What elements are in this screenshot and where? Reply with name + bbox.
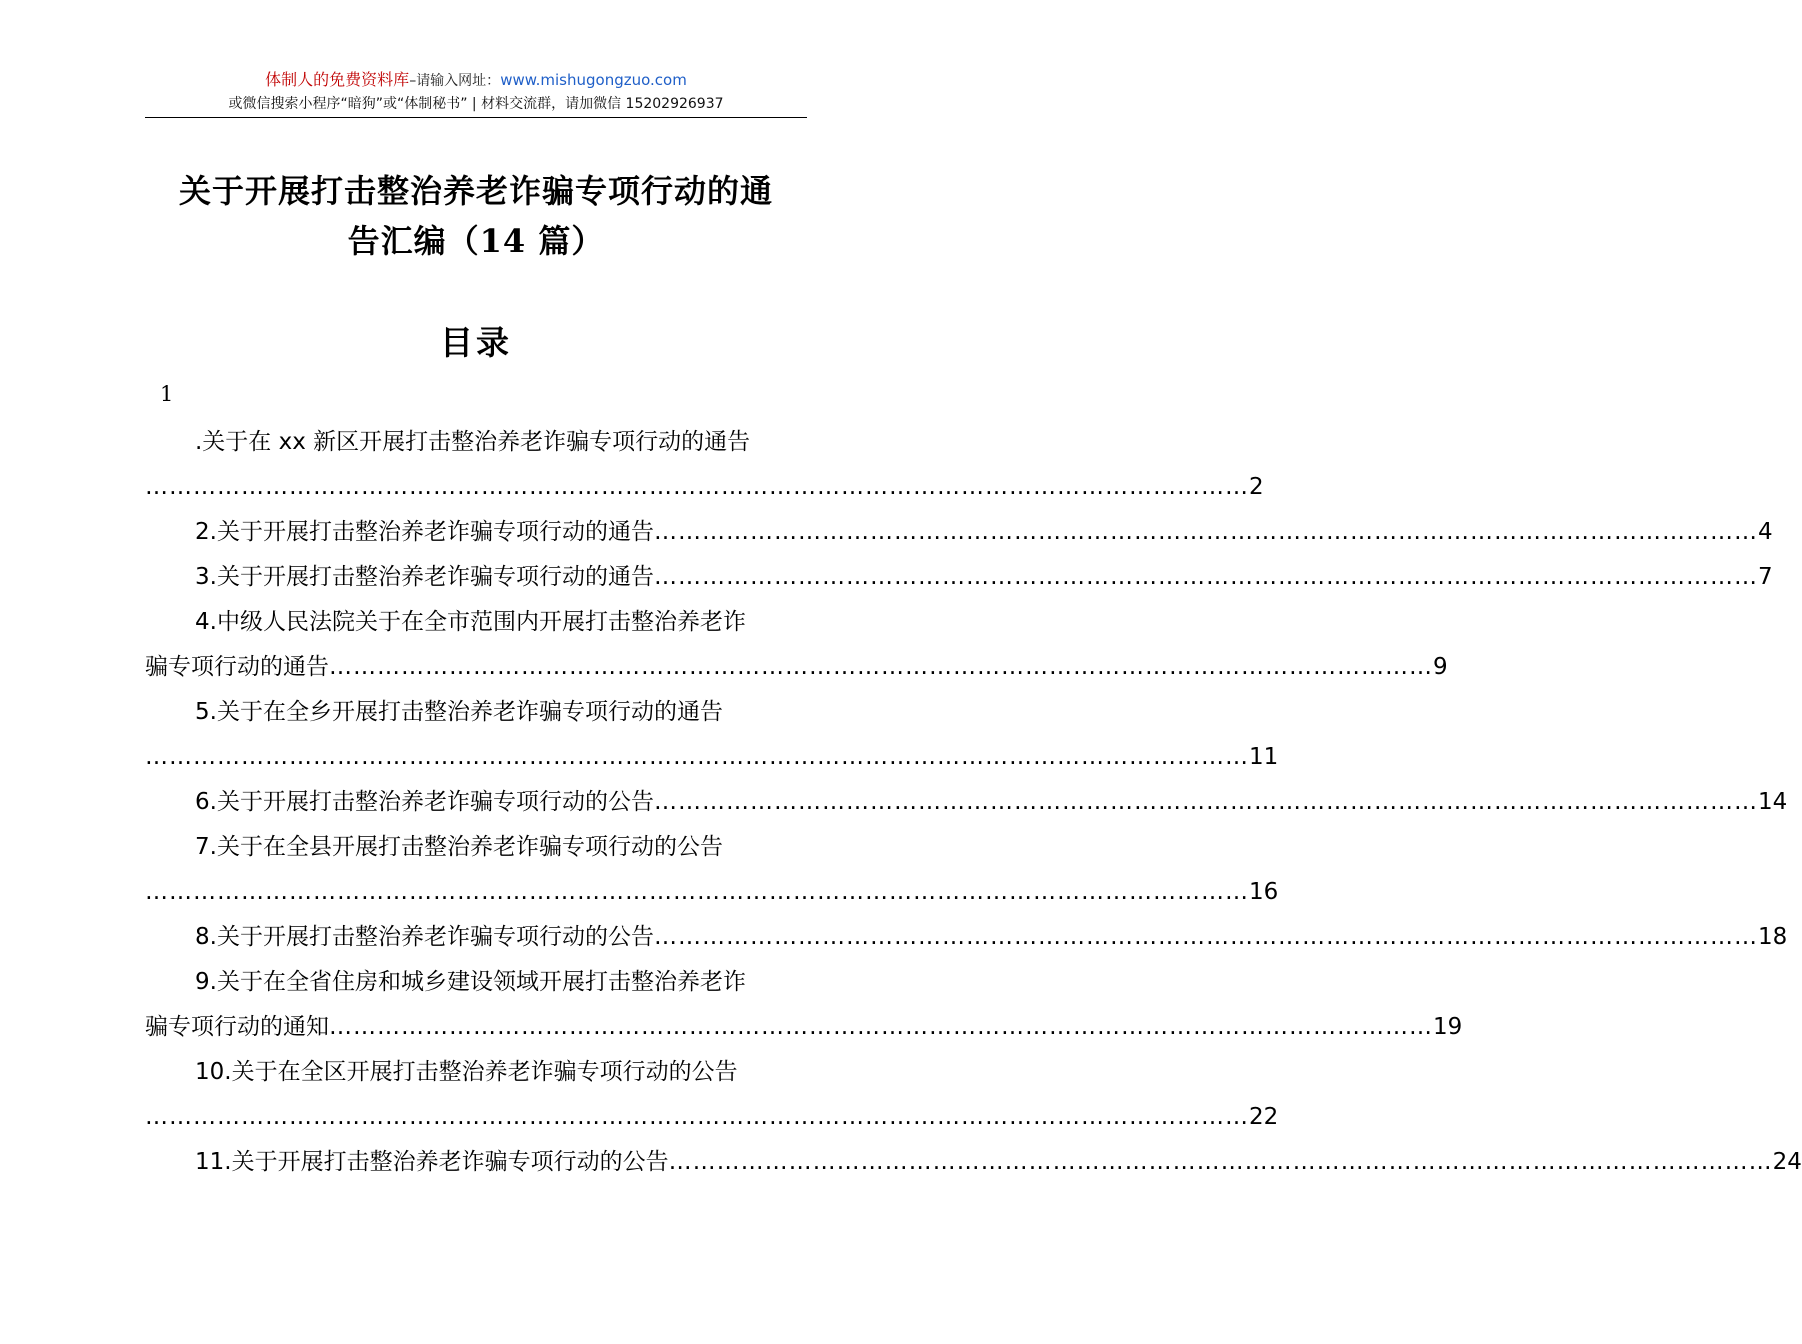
toc-page-number: 14 xyxy=(1757,789,1788,815)
toc-entry[interactable] xyxy=(145,420,1264,510)
toc-leader-dots: ………………………………………………………………………………………………………………………… xyxy=(145,744,1249,770)
toc-entry[interactable] xyxy=(145,1050,1279,1140)
toc-entry-title: 9.关于在全省住房和城乡建设领域开展打击整治养老诈 xyxy=(195,969,746,995)
header-line-1 xyxy=(145,68,807,93)
stray-number: 1 xyxy=(160,382,174,406)
toc-leader-dots: ………………………………………………………………………………………………………………………… xyxy=(329,1014,1433,1040)
toc-entry[interactable] xyxy=(145,510,1773,555)
toc-page-number: 2 xyxy=(1249,474,1264,500)
toc-entry-title-cont: 骗专项行动的通告 xyxy=(145,654,329,680)
toc-leader-dots: ………………………………………………………………………………………………………………………… xyxy=(653,519,1758,545)
toc-entry[interactable] xyxy=(145,825,1279,915)
toc-page-number: 16 xyxy=(1249,879,1279,905)
header-line-2: 或微信搜索小程序“暗狗”或“体制秘书” | 材料交流群，请加微信 15202926937 xyxy=(228,96,724,112)
toc-leader-dots: ………………………………………………………………………………………………………………………… xyxy=(653,924,1758,950)
toc-entry[interactable] xyxy=(145,915,1788,960)
toc-entry-title: 8.关于开展打击整治养老诈骗专项行动的公告 xyxy=(195,924,654,950)
toc-page-number: 19 xyxy=(1433,1014,1463,1040)
toc-page-number: 11 xyxy=(1249,744,1279,770)
toc-leader-dots: ………………………………………………………………………………………………………………………… xyxy=(668,1149,1773,1175)
header-prompt: –请输入网址： xyxy=(409,73,501,89)
toc-entry-title: 10.关于在全区开展打击整治养老诈骗专项行动的公告 xyxy=(195,1059,738,1085)
toc-page-number: 24 xyxy=(1772,1149,1802,1175)
toc-entry[interactable] xyxy=(145,1140,1802,1185)
toc-entry-title: 7.关于在全县开展打击整治养老诈骗专项行动的公告 xyxy=(195,834,723,860)
header-brand: 体制人的免费资料库 xyxy=(265,70,410,89)
toc-entry-title-cont: 骗专项行动的通知 xyxy=(145,1014,329,1040)
toc-entry[interactable] xyxy=(145,780,1788,825)
toc-page-number: 18 xyxy=(1757,924,1788,950)
page-header xyxy=(145,68,807,115)
toc-page-number: 7 xyxy=(1757,564,1773,590)
toc-leader-dots: ………………………………………………………………………………………………………………………… xyxy=(329,654,1433,680)
title-line-2: 告汇编（14 篇） xyxy=(347,222,605,260)
table-of-contents xyxy=(145,420,1802,1185)
toc-entry-title: 3.关于开展打击整治养老诈骗专项行动的通告 xyxy=(195,564,654,590)
toc-entry[interactable] xyxy=(145,600,1448,690)
toc-entry-title: 6.关于开展打击整治养老诈骗专项行动的公告 xyxy=(195,789,654,815)
toc-leader-dots: ………………………………………………………………………………………………………………………… xyxy=(145,879,1249,905)
toc-page-number: 4 xyxy=(1757,519,1773,545)
toc-page-number: 9 xyxy=(1433,654,1448,680)
title-line-1: 关于开展打击整治养老诈骗专项行动的通 xyxy=(178,172,773,210)
toc-entry[interactable] xyxy=(145,960,1463,1050)
document-title xyxy=(145,166,807,266)
toc-entry-title: 5.关于在全乡开展打击整治养老诈骗专项行动的通告 xyxy=(195,699,723,725)
toc-leader-dots: ………………………………………………………………………………………………………………………… xyxy=(653,789,1758,815)
toc-heading: 目录 xyxy=(440,323,512,362)
toc-entry[interactable] xyxy=(145,555,1773,600)
toc-leader-dots: ………………………………………………………………………………………………………………………… xyxy=(145,1104,1249,1130)
toc-entry-title: .关于在 xx 新区开展打击整治养老诈骗专项行动的通告 xyxy=(195,429,751,455)
toc-page-number: 22 xyxy=(1249,1104,1279,1130)
toc-leader-dots: ………………………………………………………………………………………………………………………… xyxy=(653,564,1758,590)
toc-entry-title: 2.关于开展打击整治养老诈骗专项行动的通告 xyxy=(195,519,654,545)
toc-entry-title: 4.中级人民法院关于在全市范围内开展打击整治养老诈 xyxy=(195,609,746,635)
toc-entry[interactable] xyxy=(145,690,1279,780)
toc-entry-title: 11.关于开展打击整治养老诈骗专项行动的公告 xyxy=(195,1149,669,1175)
header-url-link[interactable]: www.mishugongzuo.com xyxy=(500,71,687,89)
toc-leader-dots: ………………………………………………………………………………………………………………………… xyxy=(145,474,1249,500)
header-divider xyxy=(145,117,807,118)
